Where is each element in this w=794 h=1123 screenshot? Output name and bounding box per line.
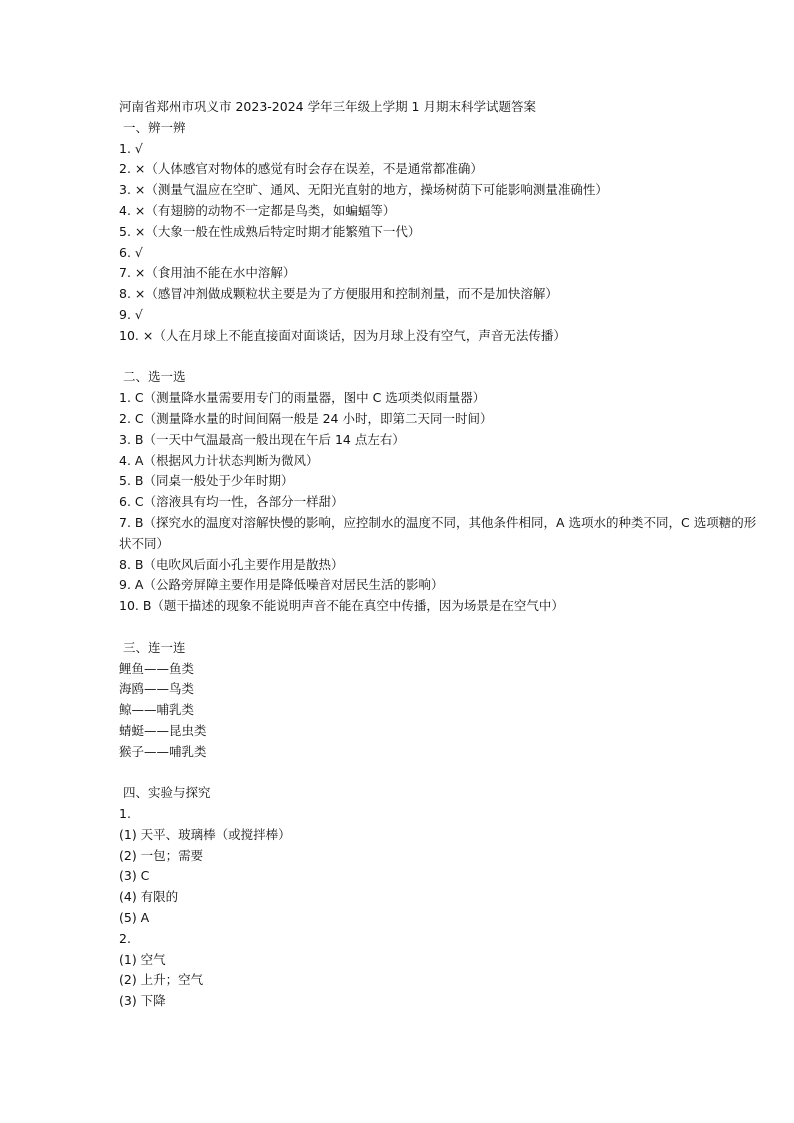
list-item: 9. A（公路旁屏障主要作用是降低噪音对居民生活的影响）	[119, 577, 444, 593]
list-item: 5. B（同桌一般处于少年时期）	[119, 473, 294, 489]
list-item: 1. C（测量降水量需要用专门的雨量器，图中 C 选项类似雨量器）	[119, 390, 486, 406]
list-item: 5. ×（大象一般在性成熟后特定时期才能繁殖下一代）	[119, 223, 421, 239]
section-heading: 一、辨一辨	[123, 119, 186, 135]
list-item: 3. ×（测量气温应在空旷、通风、无阳光直射的地方，操场树荫下可能影响测量准确性）	[119, 182, 608, 198]
list-item: 1. √	[119, 140, 143, 156]
section-heading: 四、实验与探究	[123, 785, 211, 801]
list-item: (1) 天平、玻璃棒（或搅拌棒）	[119, 826, 291, 842]
list-item: 鲸——哺乳类	[119, 702, 195, 718]
section-judge	[119, 118, 759, 347]
list-item: 4. ×（有翅膀的动物不一定都是鸟类，如蝙蝠等）	[119, 202, 396, 218]
list-item: (1) 空气	[119, 951, 166, 967]
list-item: 猴子——哺乳类	[119, 743, 207, 759]
list-item: 10. B（题干描述的现象不能说明声音不能在真空中传播，因为场景是在空气中）	[119, 598, 564, 614]
spacer	[119, 763, 759, 784]
section-heading: 三、连一连	[123, 639, 186, 655]
list-item: 2. ×（人体感官对物体的感觉有时会存在误差，不是通常都准确）	[119, 161, 483, 177]
section-match	[119, 638, 759, 763]
list-item: 8. B（电吹风后面小孔主要作用是散热）	[119, 556, 344, 572]
list-item: 1.	[119, 806, 131, 822]
list-item: 3. B（一天中气温最高一般出现在午后 14 点左右）	[119, 431, 405, 447]
list-item: 10. ×（人在月球上不能直接面对面谈话，因为月球上没有空气，声音无法传播）	[119, 327, 566, 343]
list-item: 2. C（测量降水量的时间间隔一般是 24 小时，即第二天同一时间）	[119, 410, 493, 426]
answer-sheet	[119, 97, 759, 1012]
page-title: 河南省郑州市巩义市 2023-2024 学年三年级上学期 1 月期末科学试题答案	[119, 99, 536, 114]
list-item: (2) 一包；需要	[119, 847, 204, 863]
list-item: 6. C（溶液具有均一性，各部分一样甜）	[119, 494, 344, 510]
list-item: 6. √	[119, 244, 143, 260]
list-item: 7. ×（食用油不能在水中溶解）	[119, 265, 296, 281]
section-experiment	[119, 783, 759, 1012]
list-item: 4. A（根据风力计状态判断为微风）	[119, 452, 319, 468]
section-choice	[119, 367, 759, 617]
list-item: (3) 下降	[119, 993, 166, 1009]
list-item: (4) 有限的	[119, 889, 179, 905]
spacer	[119, 347, 759, 368]
list-item: 鲤鱼——鱼类	[119, 660, 195, 676]
list-item: 蜻蜓——昆虫类	[119, 722, 207, 738]
list-item: (3) C	[119, 868, 150, 884]
list-item: 海鸥——鸟类	[119, 681, 195, 697]
spacer	[119, 617, 759, 638]
list-item: 2.	[119, 930, 131, 946]
section-heading: 二、选一选	[123, 369, 186, 385]
list-item: 8. ×（感冒冲剂做成颗粒状主要是为了方便服用和控制剂量，而不是加快溶解）	[119, 286, 558, 302]
list-item: (2) 上升；空气	[119, 972, 204, 988]
list-item: 9. √	[119, 306, 143, 322]
list-item: (5) A	[119, 910, 150, 926]
list-item: 7. B（探究水的温度对溶解快慢的影响，应控制水的温度不同，其他条件相同，A 选项水的种类不同，C 选项糖的形状不同）	[119, 514, 757, 551]
